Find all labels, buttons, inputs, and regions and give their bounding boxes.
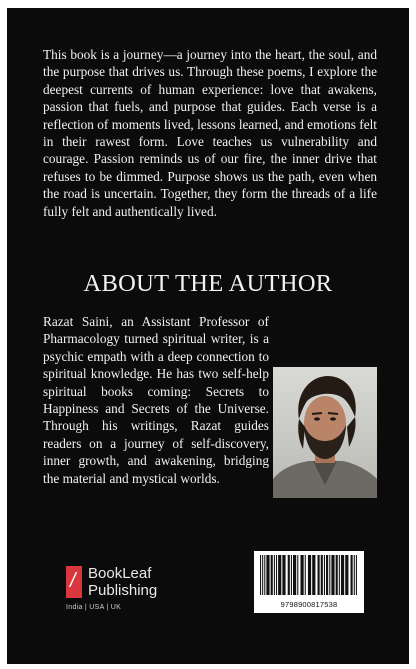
- barcode-bar: [331, 555, 334, 595]
- publisher-logo: [66, 566, 186, 614]
- barcode-bar: [282, 555, 285, 595]
- barcode-bar: [351, 555, 353, 595]
- barcode-bar: [326, 555, 328, 595]
- barcode-bar: [262, 555, 263, 595]
- barcode-bar: [329, 555, 330, 595]
- book-blurb: This book is a journey—a journey into the heart, the soul, and the purpose that drives us. Through these poems, I explore the deepest currents of human experience: love that awakens, passion that fuels, and purpose that guides. Each verse is a reflection of moments lived, lessons learned, and emotions felt in their rawest form. Love teaches us vulnerability and courage. Passion reminds us of our fire, the inner drive that refuses to be dimmed. Purpose shows us the path, even when the road is uncertain. Together, they form the threads of a life fully felt and authentically lived.: [43, 47, 377, 219]
- barcode-bar: [308, 555, 311, 595]
- barcode-bar: [324, 555, 325, 595]
- isbn-barcode: [254, 551, 364, 613]
- publisher-logo-mark: /: [66, 566, 82, 598]
- barcode-bar: [318, 555, 320, 595]
- barcode-bar: [305, 555, 306, 595]
- barcode-bar: [276, 555, 277, 595]
- barcode-bar: [271, 555, 273, 595]
- about-author-heading: ABOUT THE AUTHOR: [83, 270, 333, 297]
- back-cover: [7, 8, 409, 664]
- isbn-number: 9798900817538: [280, 600, 338, 609]
- barcode-bar: [300, 555, 303, 595]
- barcode-bar: [264, 555, 265, 595]
- barcode-bar: [312, 555, 315, 595]
- barcode-bar: [293, 555, 296, 595]
- barcode-bar: [321, 555, 323, 595]
- barcode-bar: [336, 555, 338, 595]
- barcode-bar: [291, 555, 292, 595]
- barcode-bar: [274, 555, 275, 595]
- barcode-bar: [278, 555, 281, 595]
- barcode-bar: [339, 555, 340, 595]
- author-photo: [273, 367, 377, 498]
- author-bio: Razat Saini, an Assistant Professor of Pharmacology turned spiritual writer, is a psychic empath with a deep connection to spiritual knowledge. He has two self-help spiritual books coming: Secrets to Happiness and Secrets of the Universe. Through his writings, Razat guides readers on a journey of self-discovery, inner growth, and awakening, bridging the material and mystical worlds.: [43, 314, 269, 486]
- barcode-bar: [288, 555, 290, 595]
- barcode-bar: [345, 555, 348, 595]
- publisher-name-line1: BookLeaf: [88, 565, 152, 582]
- barcode-bar: [297, 555, 298, 595]
- barcode-bar: [266, 555, 269, 595]
- barcode-bar: [356, 555, 357, 595]
- publisher-name-line2: Publishing: [88, 582, 158, 599]
- barcode-bar: [260, 555, 261, 595]
- publisher-regions: India | USA | UK: [66, 604, 122, 611]
- barcode-bars: [260, 555, 358, 595]
- barcode-bar: [354, 555, 355, 595]
- barcode-bar: [341, 555, 344, 595]
